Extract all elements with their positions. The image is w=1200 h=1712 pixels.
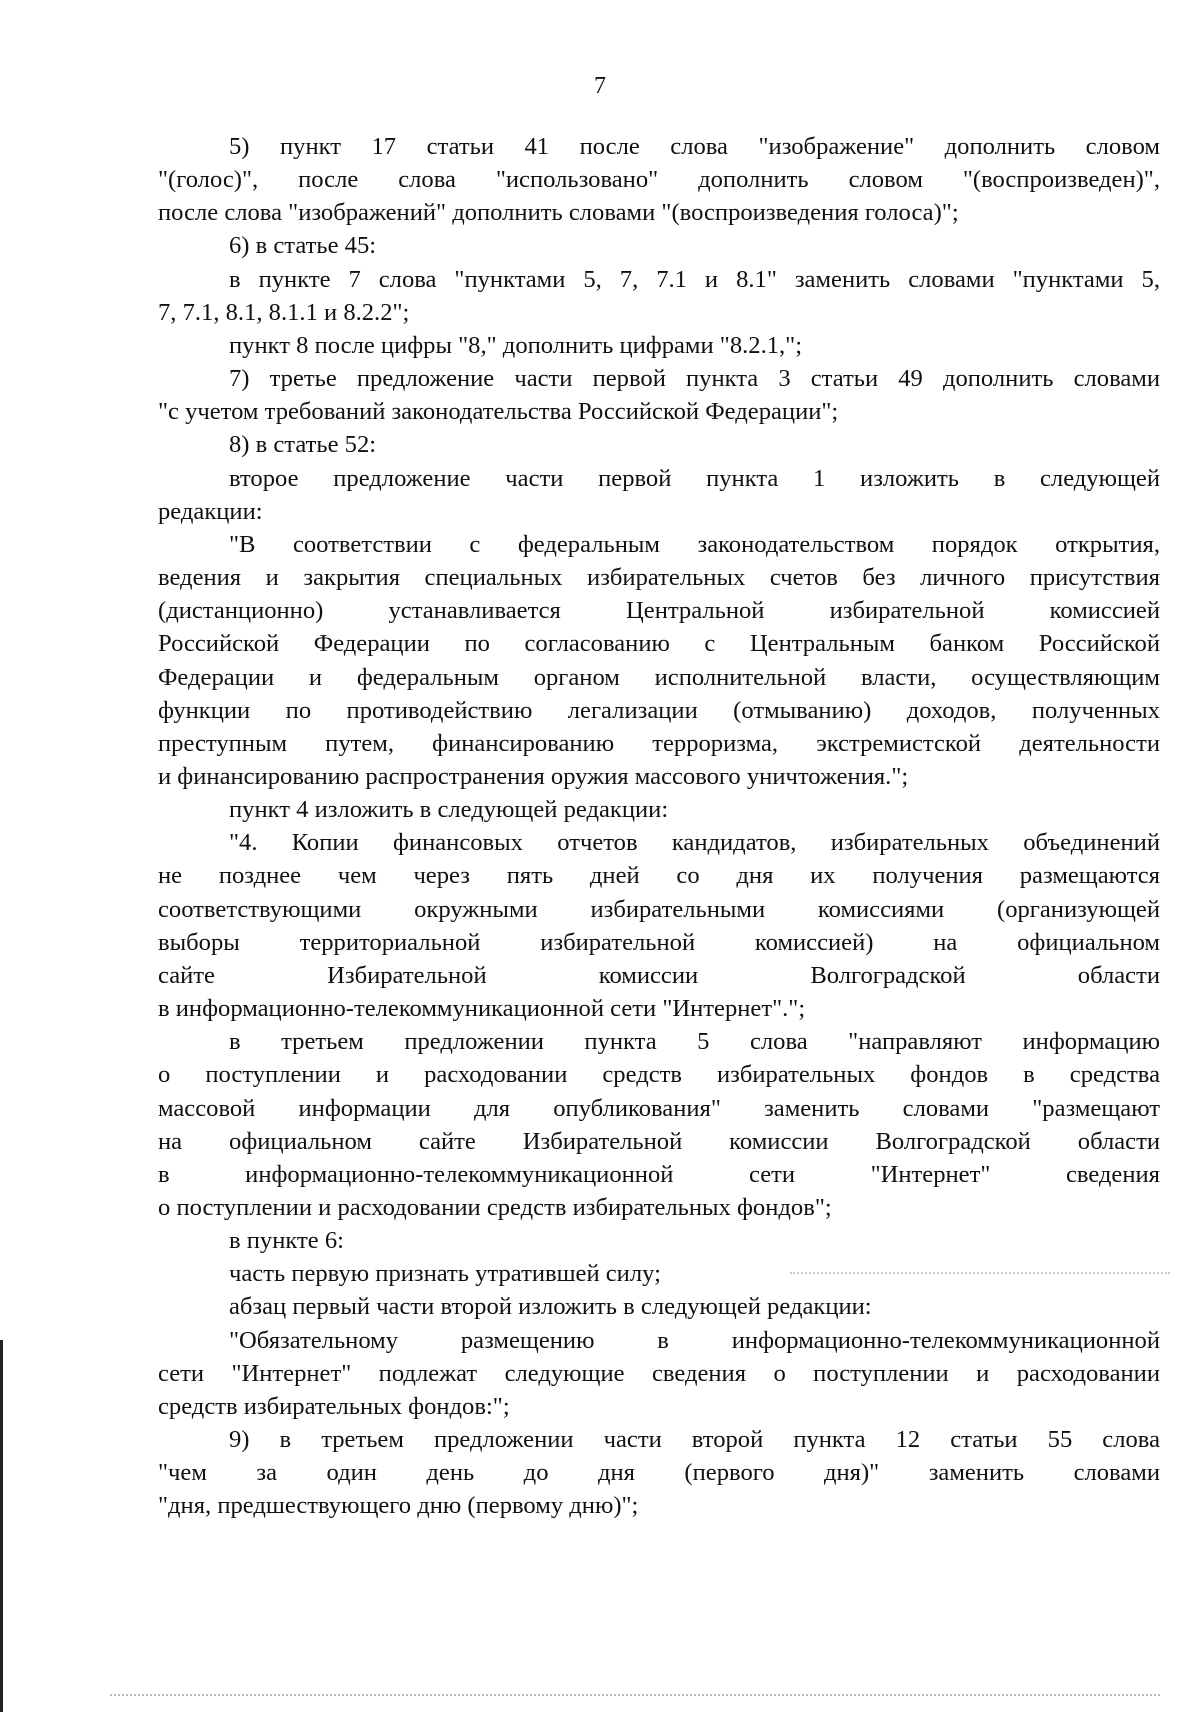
text-line: "(голос)", после слова "использовано" дополнить словом "(воспроизведен)",	[158, 166, 1160, 194]
paragraph	[158, 1290, 1160, 1323]
text-line: (дистанционно) устанавливается Центральной избирательной комиссией	[158, 597, 1160, 625]
text-line: второе предложение части первой пункта 1 изложить в следующей	[229, 464, 1160, 492]
text-line: о поступлении и расходовании средств избирательных фондов";	[158, 1194, 832, 1221]
paragraph	[158, 229, 1160, 262]
paragraph	[158, 462, 1160, 528]
paragraph	[158, 1224, 1160, 1257]
text-line: в информационно-телекоммуникационной сети "Интернет".";	[158, 995, 806, 1023]
text-line: соответствующими окружными избирательными комиссиями (организующей	[158, 895, 1160, 923]
text-line: "дня, предшествующего дню (первому дню)";	[158, 1492, 639, 1520]
text-line: абзац первый части второй изложить в следующей редакции:	[229, 1293, 872, 1321]
paragraph	[158, 793, 1160, 826]
paragraph	[158, 362, 1160, 428]
text-line: в третьем предложении пункта 5 слова "направляют информацию	[229, 1028, 1160, 1056]
document-body	[158, 130, 1160, 1523]
text-line: 7, 7.1, 8.1, 8.1.1 и 8.2.2";	[158, 298, 410, 326]
paragraph	[158, 1324, 1160, 1423]
text-line: 7) третье предложение части первой пункта 3 статьи 49 дополнить словами	[229, 365, 1160, 393]
text-line: и финансированию распространения оружия массового уничтожения.";	[158, 762, 909, 790]
text-line: "чем за один день до дня (первого дня)" заменить словами	[158, 1459, 1160, 1487]
text-line: 5) пункт 17 статьи 41 после слова "изображение" дополнить словом	[229, 133, 1160, 160]
text-line: преступным путем, финансированию терроризма, экстремистской деятельности	[158, 729, 1160, 757]
text-line: средств избирательных фондов:";	[158, 1392, 510, 1420]
paragraph	[158, 1423, 1160, 1522]
text-line: Российской Федерации по согласованию с Центральным банком Российской	[158, 630, 1160, 658]
text-line: в пункте 7 слова "пунктами 5, 7, 7.1 и 8.1" заменить словами "пунктами 5,	[229, 265, 1160, 293]
paragraph	[158, 1257, 1160, 1290]
paragraph	[158, 263, 1160, 329]
paragraph	[158, 130, 1160, 229]
text-line: "с учетом требований законодательства Российской Федерации";	[158, 398, 839, 426]
paragraph	[158, 329, 1160, 362]
text-line: в информационно-телекоммуникационной сети "Интернет" сведения	[158, 1160, 1160, 1188]
page-number: 7	[594, 73, 606, 99]
text-line: в пункте 6:	[229, 1227, 344, 1255]
text-line: редакции:	[158, 497, 263, 525]
text-line: пункт 4 изложить в следующей редакции:	[229, 796, 669, 824]
paragraph	[158, 1025, 1160, 1224]
text-line: о поступлении и расходовании средств избирательных фондов в средства	[158, 1061, 1160, 1089]
text-line: не позднее чем через пять дней со дня их получения размещаются	[158, 862, 1160, 890]
text-line: выборы территориальной избирательной комиссией) на официальном	[158, 928, 1160, 956]
text-line: сети "Интернет" подлежат следующие сведения о поступлении и расходовании	[158, 1359, 1160, 1387]
text-line: ведения и закрытия специальных избирательных счетов без личного присутствия	[158, 564, 1160, 592]
paragraph	[158, 428, 1160, 461]
text-line: на официальном сайте Избирательной комиссии Волгоградской области	[158, 1127, 1160, 1155]
text-line: сайте Избирательной комиссии Волгоградской области	[158, 961, 1160, 989]
text-line: "Обязательному размещению в информационно-телекоммуникационной	[229, 1326, 1160, 1354]
text-line: после слова "изображений" дополнить словами "(воспроизведения голоса)";	[158, 199, 959, 227]
text-line: функции по противодействию легализации (отмыванию) доходов, полученных	[158, 696, 1160, 724]
text-line: "В соответствии с федеральным законодательством порядок открытия,	[229, 530, 1160, 558]
text-line: пункт 8 после цифры "8," дополнить цифрами "8.2.1,";	[229, 331, 803, 359]
scan-left-edge	[0, 1340, 3, 1712]
text-line: "4. Копии финансовых отчетов кандидатов, избирательных объединений	[229, 829, 1160, 857]
text-line: массовой информации для опубликования" заменить словами "размещают	[158, 1094, 1160, 1122]
text-line: 8) в статье 52:	[229, 431, 377, 459]
text-line: 9) в третьем предложении части второй пункта 12 статьи 55 слова	[229, 1426, 1160, 1454]
text-line: Федерации и федеральным органом исполнительной власти, осуществляющим	[158, 663, 1160, 691]
scan-bottom-noise	[110, 1694, 1160, 1698]
text-line: 6) в статье 45:	[229, 232, 377, 260]
paragraph	[158, 528, 1160, 793]
text-line: часть первую признать утратившей силу;	[229, 1260, 661, 1288]
paragraph	[158, 826, 1160, 1025]
